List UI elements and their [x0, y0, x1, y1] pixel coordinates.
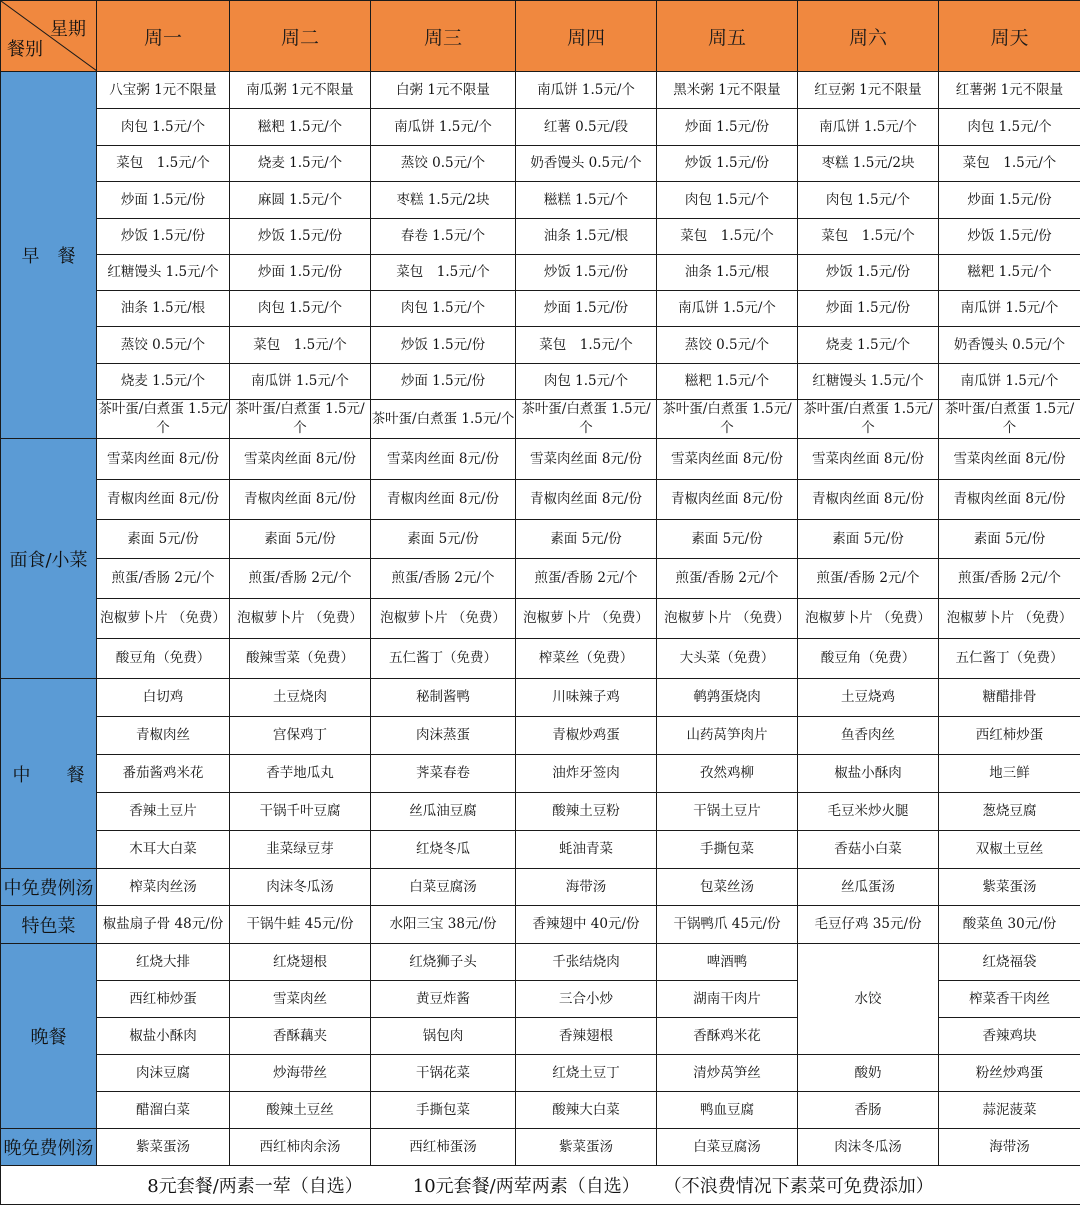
menu-item-cell: 肉沫豆腐 — [97, 1055, 230, 1092]
lunch-row — [1, 679, 1080, 717]
menu-item-cell: 椒盐小酥肉 — [798, 755, 939, 793]
menu-item-cell: 菜包 1.5元/个 — [798, 219, 939, 255]
menu-item-cell: 茶叶蛋/白煮蛋 1.5元/个 — [657, 400, 798, 439]
menu-item-cell: 红烧土豆丁 — [516, 1055, 657, 1092]
menu-item-cell: 春卷 1.5元/个 — [371, 219, 516, 255]
menu-item-cell: 蒸饺 0.5元/个 — [371, 146, 516, 182]
menu-item-cell: 八宝粥 1元不限量 — [97, 72, 230, 109]
menu-item-cell: 雪菜肉丝面 8元/份 — [657, 439, 798, 480]
day-header: 周三 — [371, 1, 516, 72]
menu-item-cell: 干锅花菜 — [371, 1055, 516, 1092]
menu-item-cell: 千张结烧肉 — [516, 944, 657, 981]
menu-item-cell: 炒饭 1.5元/份 — [230, 219, 371, 255]
meal-label-noodles: 面食/小菜 — [1, 439, 97, 679]
menu-item-cell: 雪菜肉丝面 8元/份 — [939, 439, 1080, 480]
menu-item-cell: 雪菜肉丝面 8元/份 — [798, 439, 939, 480]
menu-item-cell: 西红柿肉余汤 — [230, 1129, 371, 1166]
menu-item-cell: 红豆粥 1元不限量 — [798, 72, 939, 109]
menu-item-cell: 香芋地瓜丸 — [230, 755, 371, 793]
menu-item-cell: 煎蛋/香肠 2元/个 — [939, 559, 1080, 599]
menu-item-cell: 孜然鸡柳 — [657, 755, 798, 793]
menu-item-cell: 丝瓜油豆腐 — [371, 793, 516, 831]
menu-item-cell: 枣糕 1.5元/2块 — [371, 182, 516, 219]
lunch-row — [1, 793, 1080, 831]
menu-item-cell: 清炒莴笋丝 — [657, 1055, 798, 1092]
day-header: 周五 — [657, 1, 798, 72]
menu-item-cell: 啤酒鸭 — [657, 944, 798, 981]
menu-item-cell: 雪菜肉丝面 8元/份 — [371, 439, 516, 480]
menu-item-cell: 蚝油青菜 — [516, 831, 657, 869]
menu-item-cell: 丝瓜蛋汤 — [798, 869, 939, 906]
menu-body — [1, 72, 1080, 1205]
menu-item-cell: 南瓜饼 1.5元/个 — [371, 109, 516, 146]
menu-item-cell: 茶叶蛋/白煮蛋 1.5元/个 — [230, 400, 371, 439]
menu-item-cell: 香辣翅中 40元/份 — [516, 906, 657, 944]
menu-item-cell: 酸奶 — [798, 1055, 939, 1092]
menu-item-cell: 葱烧豆腐 — [939, 793, 1080, 831]
menu-item-cell: 黑米粥 1元不限量 — [657, 72, 798, 109]
menu-item-cell: 油条 1.5元/根 — [516, 219, 657, 255]
menu-item-cell: 烧麦 1.5元/个 — [230, 146, 371, 182]
menu-item-cell: 肉包 1.5元/个 — [516, 364, 657, 400]
noodles-row — [1, 599, 1080, 639]
menu-item-cell: 韭菜绿豆芽 — [230, 831, 371, 869]
menu-item-cell: 肉包 1.5元/个 — [798, 182, 939, 219]
menu-item-cell: 素面 5元/份 — [798, 520, 939, 559]
menu-item-cell: 菜包 1.5元/个 — [657, 219, 798, 255]
menu-item-cell: 油条 1.5元/根 — [97, 291, 230, 327]
menu-item-cell: 肉包 1.5元/个 — [230, 291, 371, 327]
menu-item-cell: 炒面 1.5元/份 — [97, 182, 230, 219]
menu-item-cell: 糍粑 1.5元/个 — [657, 364, 798, 400]
menu-item-cell: 红烧大排 — [97, 944, 230, 981]
menu-item-cell: 干锅千叶豆腐 — [230, 793, 371, 831]
noodles-row — [1, 639, 1080, 679]
menu-item-cell: 鸭血豆腐 — [657, 1092, 798, 1129]
menu-item-cell: 炒饭 1.5元/份 — [939, 219, 1080, 255]
menu-item-cell: 炒面 1.5元/份 — [371, 364, 516, 400]
menu-item-cell: 炒面 1.5元/份 — [516, 291, 657, 327]
dinner-row — [1, 944, 1080, 981]
menu-item-cell: 南瓜饼 1.5元/个 — [798, 109, 939, 146]
menu-item-cell: 三合小炒 — [516, 981, 657, 1018]
menu-item-cell: 酸豆角（免费） — [798, 639, 939, 679]
menu-item-cell: 炒饭 1.5元/份 — [371, 327, 516, 364]
menu-item-cell: 素面 5元/份 — [939, 520, 1080, 559]
menu-item-cell: 白粥 1元不限量 — [371, 72, 516, 109]
menu-item-cell: 榨菜丝（免费） — [516, 639, 657, 679]
menu-item-cell: 茶叶蛋/白煮蛋 1.5元/个 — [97, 400, 230, 439]
menu-item-cell: 五仁酱丁（免费） — [371, 639, 516, 679]
menu-item-cell: 肉包 1.5元/个 — [939, 109, 1080, 146]
menu-item-cell: 毛豆仔鸡 35元/份 — [798, 906, 939, 944]
menu-item-cell: 素面 5元/份 — [657, 520, 798, 559]
meal-label-lunch-soup: 中免费例汤 — [1, 869, 97, 906]
noodles-row — [1, 520, 1080, 559]
menu-item-cell: 菜包 1.5元/个 — [230, 327, 371, 364]
menu-item-cell: 红薯 0.5元/段 — [516, 109, 657, 146]
menu-item-cell: 酸辣雪菜（免费） — [230, 639, 371, 679]
menu-item-cell: 蒜泥菠菜 — [939, 1092, 1080, 1129]
menu-item-cell: 椒盐扇子骨 48元/份 — [97, 906, 230, 944]
menu-item-cell: 酸辣大白菜 — [516, 1092, 657, 1129]
menu-item-cell: 五仁酱丁（免费） — [939, 639, 1080, 679]
menu-item-cell: 泡椒萝卜片 （免费） — [516, 599, 657, 639]
menu-item-cell: 粉丝炒鸡蛋 — [939, 1055, 1080, 1092]
noodles-row — [1, 480, 1080, 520]
menu-item-cell: 油炸牙签肉 — [516, 755, 657, 793]
menu-item-cell: 糖醋排骨 — [939, 679, 1080, 717]
menu-item-cell: 海带汤 — [939, 1129, 1080, 1166]
refill-note: （不浪费情况下素菜可免费添加） — [663, 1176, 934, 1197]
menu-item-cell: 煎蛋/香肠 2元/个 — [371, 559, 516, 599]
menu-item-cell: 川味辣子鸡 — [516, 679, 657, 717]
menu-item-cell: 泡椒萝卜片 （免费） — [230, 599, 371, 639]
menu-item-cell: 锅包肉 — [371, 1018, 516, 1055]
meal-label-dinner-soup: 晚免费例汤 — [1, 1129, 97, 1166]
noodles-row — [1, 439, 1080, 480]
menu-item-cell: 素面 5元/份 — [230, 520, 371, 559]
menu-item-cell: 肉包 1.5元/个 — [371, 291, 516, 327]
menu-item-cell: 水阳三宝 38元/份 — [371, 906, 516, 944]
menu-item-cell: 干锅牛蛙 45元/份 — [230, 906, 371, 944]
lunch-row — [1, 755, 1080, 793]
menu-item-cell: 土豆烧肉 — [230, 679, 371, 717]
dinner-row — [1, 1092, 1080, 1129]
day-header: 周二 — [230, 1, 371, 72]
menu-item-cell: 茶叶蛋/白煮蛋 1.5元/个 — [516, 400, 657, 439]
menu-item-cell: 肉沫蒸蛋 — [371, 717, 516, 755]
menu-item-cell: 酸菜鱼 30元/份 — [939, 906, 1080, 944]
menu-item-cell: 手撕包菜 — [371, 1092, 516, 1129]
menu-item-cell: 泡椒萝卜片 （免费） — [657, 599, 798, 639]
breakfast-row — [1, 364, 1080, 400]
breakfast-row — [1, 327, 1080, 364]
dinner-row — [1, 1055, 1080, 1092]
menu-item-cell: 宫保鸡丁 — [230, 717, 371, 755]
menu-item-cell: 西红柿炒蛋 — [939, 717, 1080, 755]
menu-item-cell: 南瓜饼 1.5元/个 — [939, 291, 1080, 327]
menu-item-cell: 大头菜（免费） — [657, 639, 798, 679]
breakfast-row — [1, 109, 1080, 146]
menu-item-cell: 椒盐小酥肉 — [97, 1018, 230, 1055]
menu-item-cell: 紫菜蛋汤 — [939, 869, 1080, 906]
menu-item-cell: 红糖馒头 1.5元/个 — [97, 255, 230, 291]
meal-label-special: 特色菜 — [1, 906, 97, 944]
menu-item-cell: 菜包 1.5元/个 — [371, 255, 516, 291]
menu-item-cell: 素面 5元/份 — [97, 520, 230, 559]
menu-item-cell: 荠菜春卷 — [371, 755, 516, 793]
menu-item-cell: 茶叶蛋/白煮蛋 1.5元/个 — [371, 400, 516, 439]
menu-item-cell: 雪菜肉丝面 8元/份 — [97, 439, 230, 480]
menu-item-cell: 奶香馒头 0.5元/个 — [516, 146, 657, 182]
menu-item-cell: 青椒肉丝面 8元/份 — [230, 480, 371, 520]
menu-item-cell: 炒面 1.5元/份 — [798, 291, 939, 327]
menu-item-cell: 海带汤 — [516, 869, 657, 906]
menu-item-cell: 青椒肉丝 — [97, 717, 230, 755]
menu-item-cell: 南瓜饼 1.5元/个 — [939, 364, 1080, 400]
menu-item-cell: 红薯粥 1元不限量 — [939, 72, 1080, 109]
footer-note — [1, 1166, 1080, 1205]
menu-item-cell: 酸辣土豆粉 — [516, 793, 657, 831]
menu-item-cell: 白菜豆腐汤 — [657, 1129, 798, 1166]
menu-item-cell: 红烧冬瓜 — [371, 831, 516, 869]
menu-item-cell: 紫菜蛋汤 — [516, 1129, 657, 1166]
menu-item-cell: 手撕包菜 — [657, 831, 798, 869]
menu-item-cell: 青椒肉丝面 8元/份 — [798, 480, 939, 520]
menu-item-cell: 雪菜肉丝面 8元/份 — [230, 439, 371, 480]
menu-item-cell: 茶叶蛋/白煮蛋 1.5元/个 — [798, 400, 939, 439]
menu-item-cell: 包菜丝汤 — [657, 869, 798, 906]
menu-item-cell: 干锅鸭爪 45元/份 — [657, 906, 798, 944]
menu-item-cell: 双椒土豆丝 — [939, 831, 1080, 869]
menu-item-cell: 青椒肉丝面 8元/份 — [516, 480, 657, 520]
menu-item-cell: 酸豆角（免费） — [97, 639, 230, 679]
breakfast-row — [1, 146, 1080, 182]
menu-item-cell: 糍糕 1.5元/个 — [516, 182, 657, 219]
special-row — [1, 906, 1080, 944]
menu-item-cell: 煎蛋/香肠 2元/个 — [798, 559, 939, 599]
menu-item-cell: 泡椒萝卜片 （免费） — [371, 599, 516, 639]
menu-item-cell: 糍粑 1.5元/个 — [230, 109, 371, 146]
menu-item-cell: 肉包 1.5元/个 — [657, 182, 798, 219]
menu-item-cell: 白切鸡 — [97, 679, 230, 717]
menu-item-cell: 南瓜粥 1元不限量 — [230, 72, 371, 109]
menu-item-cell: 西红柿炒蛋 — [97, 981, 230, 1018]
menu-item-cell: 南瓜饼 1.5元/个 — [230, 364, 371, 400]
menu-item-cell: 青椒肉丝面 8元/份 — [657, 480, 798, 520]
menu-item-cell: 烧麦 1.5元/个 — [97, 364, 230, 400]
menu-item-cell: 炒面 1.5元/份 — [939, 182, 1080, 219]
menu-item-cell: 泡椒萝卜片 （免费） — [939, 599, 1080, 639]
menu-item-cell: 菜包 1.5元/个 — [516, 327, 657, 364]
meal-label-dinner: 晚餐 — [1, 944, 97, 1129]
menu-item-cell: 酸辣土豆丝 — [230, 1092, 371, 1129]
menu-item-cell: 素面 5元/份 — [371, 520, 516, 559]
menu-item-cell: 炒面 1.5元/份 — [230, 255, 371, 291]
menu-item-cell: 白菜豆腐汤 — [371, 869, 516, 906]
menu-item-cell: 泡椒萝卜片 （免费） — [798, 599, 939, 639]
menu-item-cell: 秘制酱鸭 — [371, 679, 516, 717]
menu-item-cell: 青椒肉丝面 8元/份 — [371, 480, 516, 520]
menu-item-cell: 鱼香肉丝 — [798, 717, 939, 755]
lunch-soup-row — [1, 869, 1080, 906]
menu-item-cell: 香辣土豆片 — [97, 793, 230, 831]
menu-item-cell: 素面 5元/份 — [516, 520, 657, 559]
menu-item-cell: 炒饭 1.5元/份 — [516, 255, 657, 291]
menu-item-cell: 南瓜饼 1.5元/个 — [516, 72, 657, 109]
menu-item-cell: 木耳大白菜 — [97, 831, 230, 869]
menu-item-cell: 煎蛋/香肠 2元/个 — [230, 559, 371, 599]
menu-item-cell: 毛豆米炒火腿 — [798, 793, 939, 831]
menu-item-cell: 雪菜肉丝 — [230, 981, 371, 1018]
menu-item-cell: 烧麦 1.5元/个 — [798, 327, 939, 364]
breakfast-row — [1, 182, 1080, 219]
menu-item-cell: 炒饭 1.5元/份 — [97, 219, 230, 255]
noodles-row — [1, 559, 1080, 599]
day-header: 周天 — [939, 1, 1080, 72]
menu-item-cell: 香肠 — [798, 1092, 939, 1129]
menu-item-cell: 山药莴笋肉片 — [657, 717, 798, 755]
menu-item-cell: 醋溜白菜 — [97, 1092, 230, 1129]
lunch-row — [1, 831, 1080, 869]
corner-header — [1, 1, 97, 72]
menu-item-cell: 油条 1.5元/根 — [657, 255, 798, 291]
breakfast-row — [1, 291, 1080, 327]
day-header: 周六 — [798, 1, 939, 72]
menu-item-cell: 泡椒萝卜片 （免费） — [97, 599, 230, 639]
menu-item-cell: 青椒炒鸡蛋 — [516, 717, 657, 755]
menu-item-cell: 香菇小白菜 — [798, 831, 939, 869]
menu-item-cell: 肉沫冬瓜汤 — [230, 869, 371, 906]
menu-item-cell-merged: 水饺 — [798, 944, 939, 1055]
menu-item-cell: 香酥鸡米花 — [657, 1018, 798, 1055]
menu-item-cell: 茶叶蛋/白煮蛋 1.5元/个 — [939, 400, 1080, 439]
menu-item-cell: 肉沫冬瓜汤 — [798, 1129, 939, 1166]
menu-item-cell: 紫菜蛋汤 — [97, 1129, 230, 1166]
menu-item-cell: 枣糕 1.5元/2块 — [798, 146, 939, 182]
header-row — [1, 1, 1080, 72]
menu-item-cell: 炒饭 1.5元/份 — [657, 146, 798, 182]
day-header: 周一 — [97, 1, 230, 72]
menu-item-cell: 榨菜香干肉丝 — [939, 981, 1080, 1018]
menu-item-cell: 鹌鹑蛋烧肉 — [657, 679, 798, 717]
menu-item-cell: 奶香馒头 0.5元/个 — [939, 327, 1080, 364]
meal-label-lunch: 中 餐 — [1, 679, 97, 869]
menu-item-cell: 红糖馒头 1.5元/个 — [798, 364, 939, 400]
day-header: 周四 — [516, 1, 657, 72]
menu-item-cell: 湖南干肉片 — [657, 981, 798, 1018]
breakfast-row — [1, 72, 1080, 109]
set-10-label: 10元套餐/两荤两素（自选） — [412, 1176, 640, 1197]
corner-meal-label: 餐别 — [7, 39, 43, 60]
menu-item-cell: 雪菜肉丝面 8元/份 — [516, 439, 657, 480]
menu-item-cell: 煎蛋/香肠 2元/个 — [657, 559, 798, 599]
menu-item-cell: 南瓜饼 1.5元/个 — [657, 291, 798, 327]
menu-item-cell: 青椒肉丝面 8元/份 — [97, 480, 230, 520]
menu-item-cell: 炒面 1.5元/份 — [657, 109, 798, 146]
footer-row — [1, 1166, 1080, 1205]
menu-item-cell: 西红柿蛋汤 — [371, 1129, 516, 1166]
menu-item-cell: 肉包 1.5元/个 — [97, 109, 230, 146]
menu-item-cell: 炒海带丝 — [230, 1055, 371, 1092]
menu-item-cell: 煎蛋/香肠 2元/个 — [97, 559, 230, 599]
menu-item-cell: 地三鲜 — [939, 755, 1080, 793]
menu-item-cell: 香辣翅根 — [516, 1018, 657, 1055]
menu-item-cell: 麻圆 1.5元/个 — [230, 182, 371, 219]
corner-weekday-label: 星期 — [50, 19, 86, 40]
breakfast-row — [1, 219, 1080, 255]
dinner-soup-row — [1, 1129, 1080, 1166]
menu-item-cell: 土豆烧鸡 — [798, 679, 939, 717]
menu-item-cell: 红烧福袋 — [939, 944, 1080, 981]
menu-item-cell: 煎蛋/香肠 2元/个 — [516, 559, 657, 599]
menu-item-cell: 干锅土豆片 — [657, 793, 798, 831]
menu-item-cell: 榨菜肉丝汤 — [97, 869, 230, 906]
breakfast-row — [1, 400, 1080, 439]
menu-item-cell: 蒸饺 0.5元/个 — [657, 327, 798, 364]
set-8-label: 8元套餐/两素一荤（自选） — [147, 1176, 363, 1197]
menu-item-cell: 番茄酱鸡米花 — [97, 755, 230, 793]
menu-item-cell: 黄豆炸酱 — [371, 981, 516, 1018]
menu-item-cell: 香辣鸡块 — [939, 1018, 1080, 1055]
menu-item-cell: 菜包 1.5元/个 — [97, 146, 230, 182]
menu-item-cell: 红烧狮子头 — [371, 944, 516, 981]
menu-item-cell: 菜包 1.5元/个 — [939, 146, 1080, 182]
lunch-row — [1, 717, 1080, 755]
menu-item-cell: 青椒肉丝面 8元/份 — [939, 480, 1080, 520]
menu-item-cell: 蒸饺 0.5元/个 — [97, 327, 230, 364]
menu-item-cell: 香酥藕夹 — [230, 1018, 371, 1055]
breakfast-row — [1, 255, 1080, 291]
meal-label-breakfast: 早 餐 — [1, 72, 97, 439]
menu-item-cell: 红烧翅根 — [230, 944, 371, 981]
menu-item-cell: 糍粑 1.5元/个 — [939, 255, 1080, 291]
menu-item-cell: 炒饭 1.5元/份 — [798, 255, 939, 291]
